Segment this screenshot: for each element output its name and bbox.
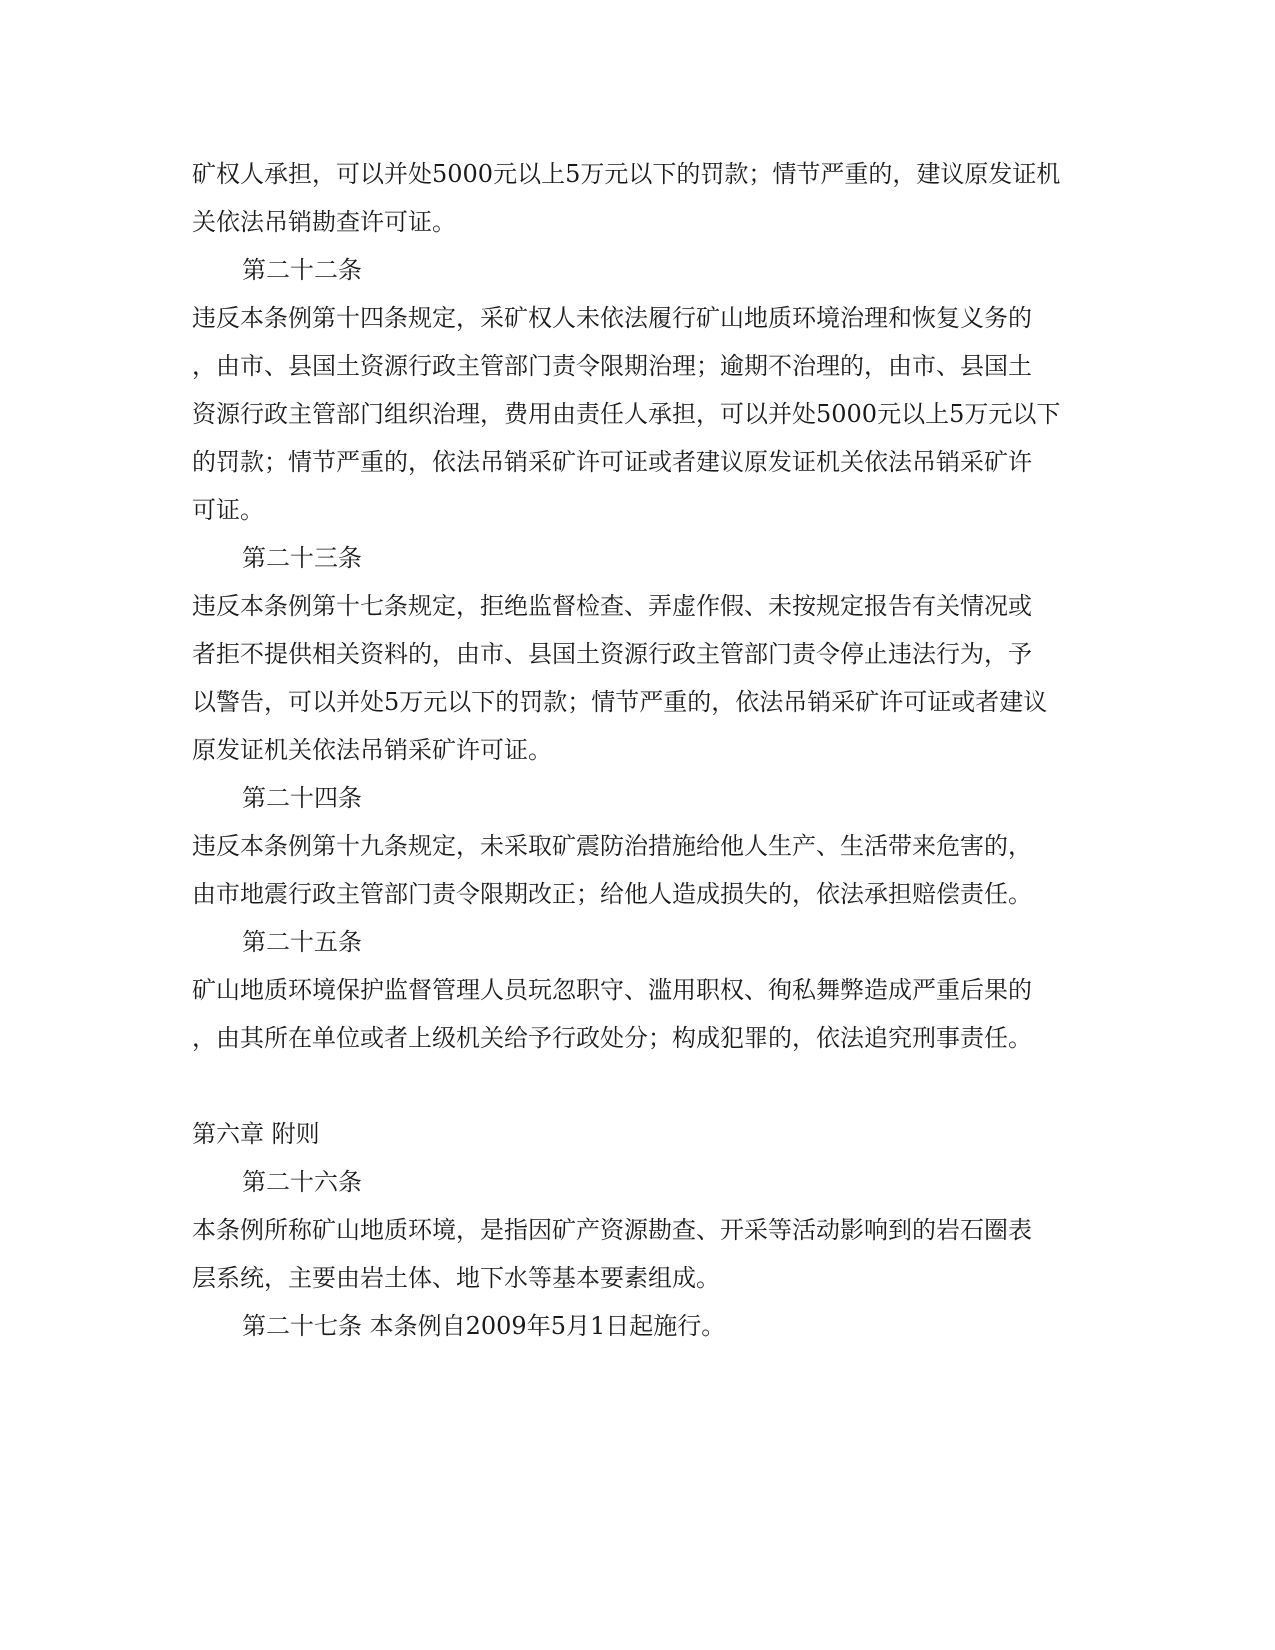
article-heading: 第二十二条 xyxy=(242,256,362,284)
text-line: 本条例所称矿山地质环境，是指因矿产资源勘查、开采等活动影响到的岩石圈表 xyxy=(192,1216,1032,1244)
text-line: 层系统，主要由岩土体、地下水等基本要素组成。 xyxy=(192,1264,720,1292)
text-line: 矿山地质环境保护监督管理人员玩忽职守、滥用职权、徇私舞弊造成严重后果的 xyxy=(192,976,1032,1004)
text-line: 违反本条例第十四条规定，采矿权人未依法履行矿山地质环境治理和恢复义务的 xyxy=(192,304,1032,332)
article-heading: 第二十七条 本条例自2009年5月1日起施行。 xyxy=(242,1312,726,1340)
article-heading: 第二十五条 xyxy=(242,928,362,956)
text-line: 第六章 附则 xyxy=(192,1120,320,1148)
text-line: 可证。 xyxy=(192,496,264,524)
text-line: 矿权人承担，可以并处5000元以上5万元以下的罚款；情节严重的，建议原发证机 xyxy=(192,160,1061,188)
article-heading: 第二十三条 xyxy=(242,544,362,572)
text-line: 由市地震行政主管部门责令限期改正；给他人造成损失的，依法承担赔偿责任。 xyxy=(192,880,1032,908)
article-heading: 第二十四条 xyxy=(242,784,362,812)
article-heading: 第二十六条 xyxy=(242,1168,362,1196)
text-line: 资源行政主管部门组织治理，费用由责任人承担，可以并处5000元以上5万元以下 xyxy=(192,400,1061,428)
text-line: ，由其所在单位或者上级机关给予行政处分；构成犯罪的，依法追究刑事责任。 xyxy=(192,1024,1032,1052)
text-line: 违反本条例第十七条规定，拒绝监督检查、弄虚作假、未按规定报告有关情况或 xyxy=(192,592,1032,620)
text-line: 的罚款；情节严重的，依法吊销采矿许可证或者建议原发证机关依法吊销采矿许 xyxy=(192,448,1032,476)
text-line: 者拒不提供相关资料的，由市、县国土资源行政主管部门责令停止违法行为，予 xyxy=(192,640,1032,668)
blank-line xyxy=(192,1062,1082,1110)
text-line: 以警告，可以并处5万元以下的罚款；情节严重的，依法吊销采矿许可证或者建议 xyxy=(192,688,1048,716)
text-line: 原发证机关依法吊销采矿许可证。 xyxy=(192,736,552,764)
text-line: 违反本条例第十九条规定，未采取矿震防治措施给他人生产、生活带来危害的， xyxy=(192,832,1032,860)
text-line: 关依法吊销勘查许可证。 xyxy=(192,208,456,236)
document-body xyxy=(192,150,1082,1350)
text-line: ，由市、县国土资源行政主管部门责令限期治理；逾期不治理的，由市、县国土 xyxy=(192,352,1032,380)
